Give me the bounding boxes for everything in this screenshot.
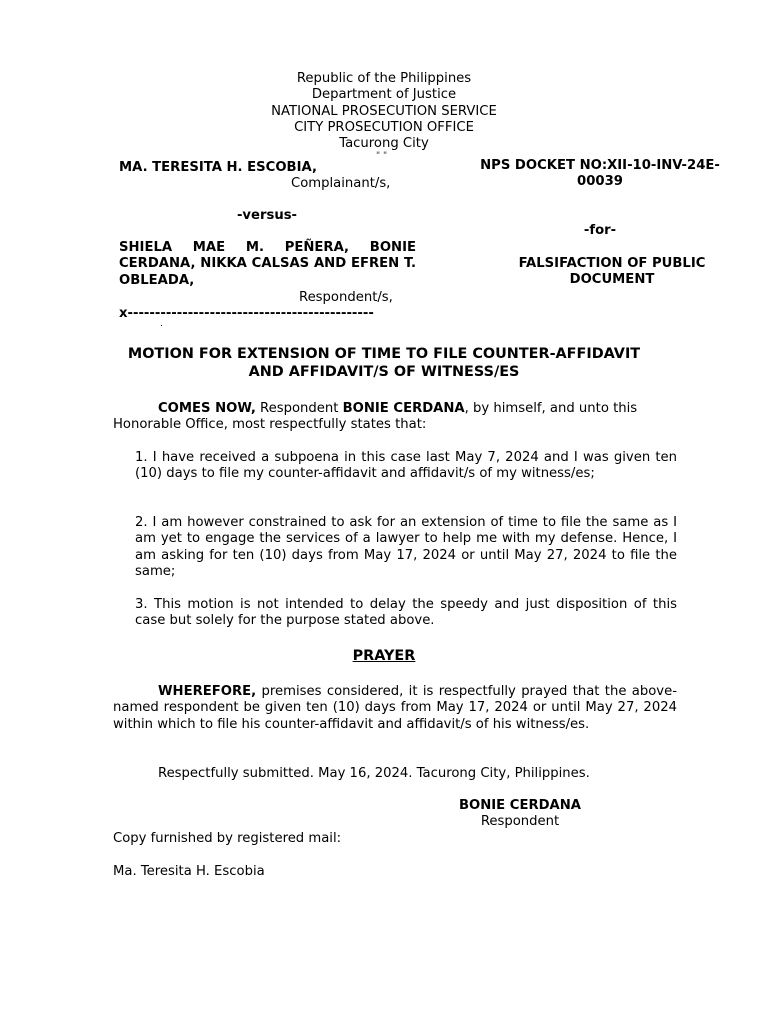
complainant-role: Complainant/s, xyxy=(291,176,391,191)
intro-rest: , by himself, and unto this Honorable Office, most respectfully states that: xyxy=(113,401,638,433)
header-nps: NATIONAL PROSECUTION SERVICE xyxy=(271,103,497,119)
wherefore-text: WHEREFORE, xyxy=(158,684,257,699)
prayer-text: premises considered, it is respectfully prayed that the above-named respondent be given ten (10) days from May 17, 2024 or until May 27, 2024 within which to file his counter-affidavit and affidavit/s of his witness/es. xyxy=(113,684,677,732)
respondent-role: Respondent/s, xyxy=(299,290,393,305)
intro-paragraph xyxy=(113,401,677,434)
copy-furnished-label: Copy furnished by registered mail: xyxy=(113,831,342,846)
docket-number: NPS DOCKET NO:XII-10-INV-24E-00039 xyxy=(480,158,720,190)
copy-furnished-name: Ma. Teresita H. Escobia xyxy=(113,864,265,879)
separator-dot-artifact: . xyxy=(160,319,163,329)
signatory-role: Respondent xyxy=(480,814,560,829)
header-city: Tacurong City xyxy=(339,136,429,152)
caption-separator: x--------------------------------------------- xyxy=(119,306,374,321)
list-item: 3. This motion is not intended to delay the speedy and just disposition of this case but solely for the purpose stated above. xyxy=(135,597,677,629)
clipped-text-artifact: " " xyxy=(376,151,388,161)
signatory-name: BONIE CERDANA xyxy=(458,798,582,813)
offense-title: FALSIFACTION OF PUBLIC DOCUMENT xyxy=(518,256,706,288)
header-office: CITY PROSECUTION OFFICE xyxy=(294,119,474,135)
header-department: Department of Justice xyxy=(311,87,457,103)
intro-respondent-name: BONIE CERDANA xyxy=(342,401,465,416)
respondents-names: SHIELA MAE M. PEÑERA, BONIE CERDANA, NIKKA CALSAS AND EFREN T. OBLEADA, xyxy=(119,240,416,288)
letterhead xyxy=(200,71,568,152)
intro-pre-name: Respondent xyxy=(255,401,343,416)
respectfully-submitted: Respectfully submitted. May 16, 2024. Tacurong City, Philippines. xyxy=(158,766,590,781)
prayer-paragraph xyxy=(113,684,677,733)
complainant-name: MA. TERESITA H. ESCOBIA, xyxy=(119,160,317,175)
list-item: 2. I am however constrained to ask for an extension of time to file the same as I am yet to engage the services of a lawyer to help me with my defense. Hence, I am asking for ten (10) days from May 17, 2024 or until May 27, 2024 to file the same; xyxy=(135,515,677,579)
prayer-heading: PRAYER xyxy=(352,648,416,664)
for-label: -for- xyxy=(583,223,617,238)
versus-label: -versus- xyxy=(236,208,298,223)
list-item: 1. I have received a subpoena in this case last May 7, 2024 and I was given ten (10) days to file my counter-affidavit and affidavit/s of my witness/es; xyxy=(135,450,677,482)
motion-title: MOTION FOR EXTENSION OF TIME TO FILE COUNTER-AFFIDAVIT AND AFFIDAVIT/S OF WITNESS/ES xyxy=(127,346,641,380)
header-republic: Republic of the Philippines xyxy=(296,71,472,86)
comes-now-text: COMES NOW, xyxy=(158,401,256,416)
